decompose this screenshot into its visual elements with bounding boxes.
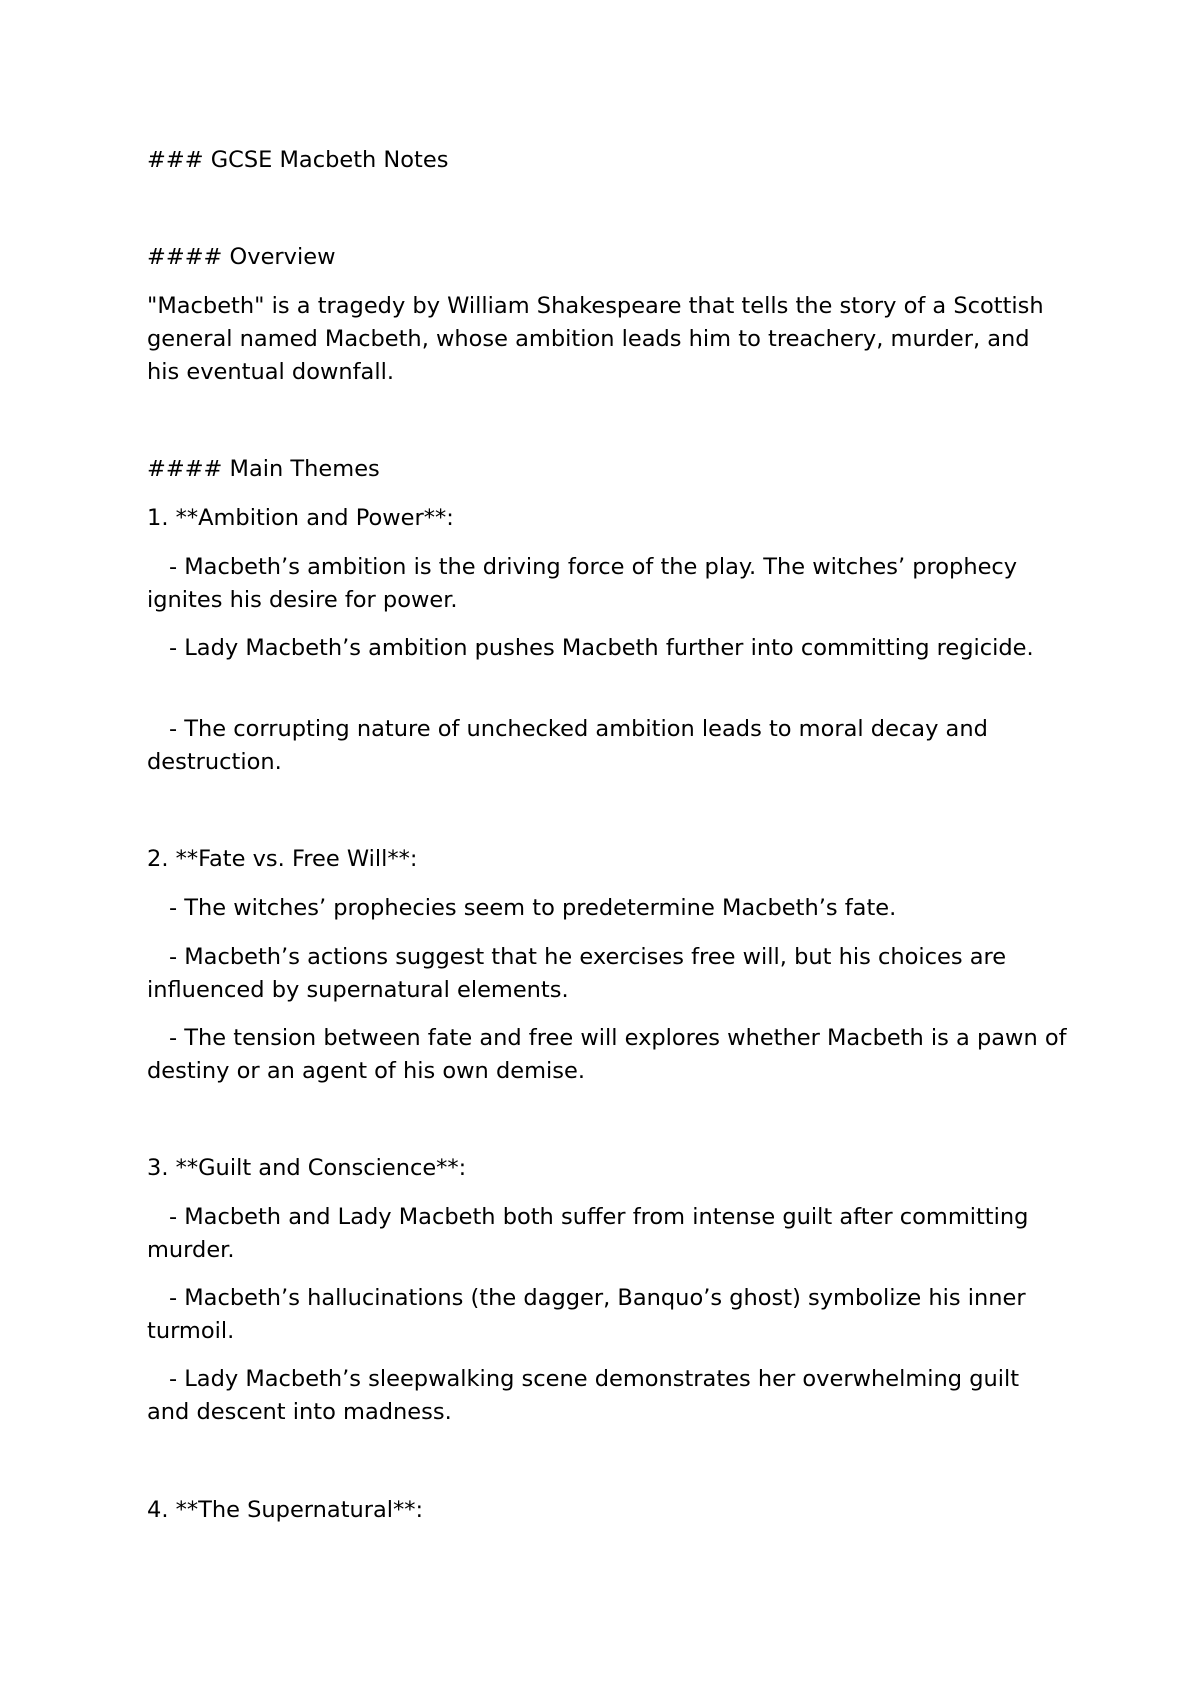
theme-bullet: - Macbeth’s hallucinations (the dagger, Banquo’s ghost) symbolize his inner turmoil. [147,1285,1026,1344]
theme-heading-supernatural: 4. **The Supernatural**: [147,1497,424,1523]
overview-paragraph: "Macbeth" is a tragedy by William Shakespeare that tells the story of a Scottish general named Macbeth, whose ambition leads him to treachery, murder, and his eventual downfall. [147,293,1044,385]
theme-bullet: - The witches’ prophecies seem to predetermine Macbeth’s fate. [169,895,897,921]
theme-bullet: - Macbeth’s actions suggest that he exercises free will, but his choices are influenced by supernatural elements. [147,944,1007,1003]
theme-bullet: - The corrupting nature of unchecked ambition leads to moral decay and destruction. [147,716,988,775]
document-title: ### GCSE Macbeth Notes [147,147,449,173]
theme-bullet: - Macbeth’s ambition is the driving force of the play. The witches’ prophecy ignites his desire for power. [147,554,1018,613]
theme-heading-ambition: 1. **Ambition and Power**: [147,505,454,531]
themes-heading: #### Main Themes [147,456,380,482]
theme-bullet: - Lady Macbeth’s ambition pushes Macbeth further into committing regicide. [169,635,1034,661]
overview-heading: #### Overview [147,244,336,270]
theme-heading-guilt: 3. **Guilt and Conscience**: [147,1155,467,1181]
theme-heading-fate: 2. **Fate vs. Free Will**: [147,846,418,872]
theme-bullet: - Lady Macbeth’s sleepwalking scene demonstrates her overwhelming guilt and descent into madness. [147,1366,1020,1425]
theme-bullet: - Macbeth and Lady Macbeth both suffer from intense guilt after committing murder. [147,1204,1029,1263]
theme-bullet: - The tension between fate and free will explores whether Macbeth is a pawn of destiny or an agent of his own demise. [147,1025,1067,1084]
